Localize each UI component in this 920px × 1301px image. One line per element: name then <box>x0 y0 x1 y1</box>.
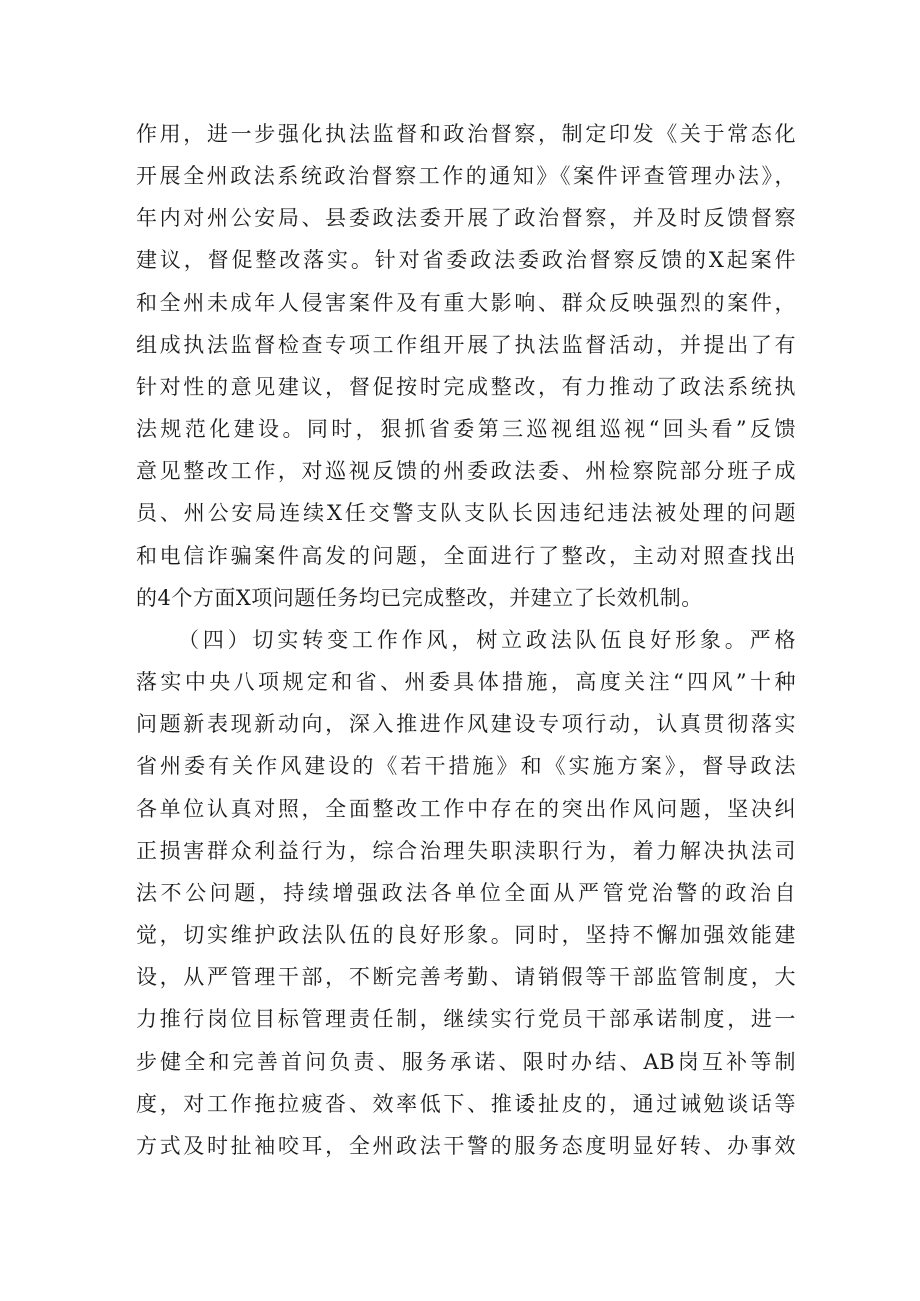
text-line: 步健全和完善首问负责、服务承诺、限时办结、AB岗互补等制 <box>136 1049 796 1074</box>
text-line: 落实中央八项规定和省、州委具体措施，高度关注“四风”十种 <box>136 670 796 695</box>
text-line: 各单位认真对照，全面整改工作中存在的突出作风问题，坚决纠 <box>136 796 796 821</box>
text-line: 正损害群众利益行为，综合治理失职渎职行为，着力解决执法司 <box>136 838 796 863</box>
text-line: 省州委有关作风建设的《若干措施》和《实施方案》，督导政法 <box>136 754 796 779</box>
text-line: 针对性的意见建议，督促按时完成整改，有力推动了政法系统执 <box>136 374 796 399</box>
text-line: 和全州未成年人侵害案件及有重大影响、群众反映强烈的案件， <box>136 290 796 315</box>
text-line: 方式及时扯袖咬耳，全州政法干警的服务态度明显好转、办事效 <box>136 1133 796 1158</box>
text-line: 法规范化建设。同时，狠抓省委第三巡视组巡视“回头看”反馈 <box>136 417 796 442</box>
text-line: 开展全州政法系统政治督察工作的通知》《案件评查管理办法》， <box>136 164 796 189</box>
text-line: 法不公问题，持续增强政法各单位全面从严管党治警的政治自 <box>136 880 796 905</box>
text-line: 问题新表现新动向，深入推进作风建设专项行动，认真贯彻落实 <box>136 712 796 737</box>
text-line: 设，从严管理干部，不断完善考勤、请销假等干部监管制度，大 <box>136 965 796 990</box>
text-line: 度，对工作拖拉疲沓、效率低下、推诿扯皮的，通过诫勉谈话等 <box>136 1091 796 1116</box>
text-line: 组成执法监督检查专项工作组开展了执法监督活动，并提出了有 <box>136 332 796 357</box>
text-line: 建议，督促整改落实。针对省委政法委政治督察反馈的X起案件 <box>136 248 796 273</box>
text-line: 觉，切实维护政法队伍的良好形象。同时，坚持不懈加强效能建 <box>136 923 796 948</box>
text-line: （四）切实转变工作作风，树立政法队伍良好形象。严格 <box>178 628 796 652</box>
text-line: 意见整改工作，对巡视反馈的州委政法委、州检察院部分班子成 <box>136 459 796 484</box>
text-line: 员、州公安局连续X任交警支队支队长因违纪违法被处理的问题 <box>136 501 796 526</box>
text-line: 作用，进一步强化执法监督和政治督察，制定印发《关于常态化 <box>136 122 796 146</box>
text-line: 年内对州公安局、县委政法委开展了政治督察，并及时反馈督察 <box>136 206 796 231</box>
text-line: 力推行岗位目标管理责任制，继续实行党员干部承诺制度，进一 <box>136 1007 796 1032</box>
text-line: 和电信诈骗案件高发的问题，全面进行了整改，主动对照查找出 <box>136 543 796 568</box>
text-line: 的4个方面X项问题任务均已完成整改，并建立了长效机制。 <box>136 585 703 610</box>
